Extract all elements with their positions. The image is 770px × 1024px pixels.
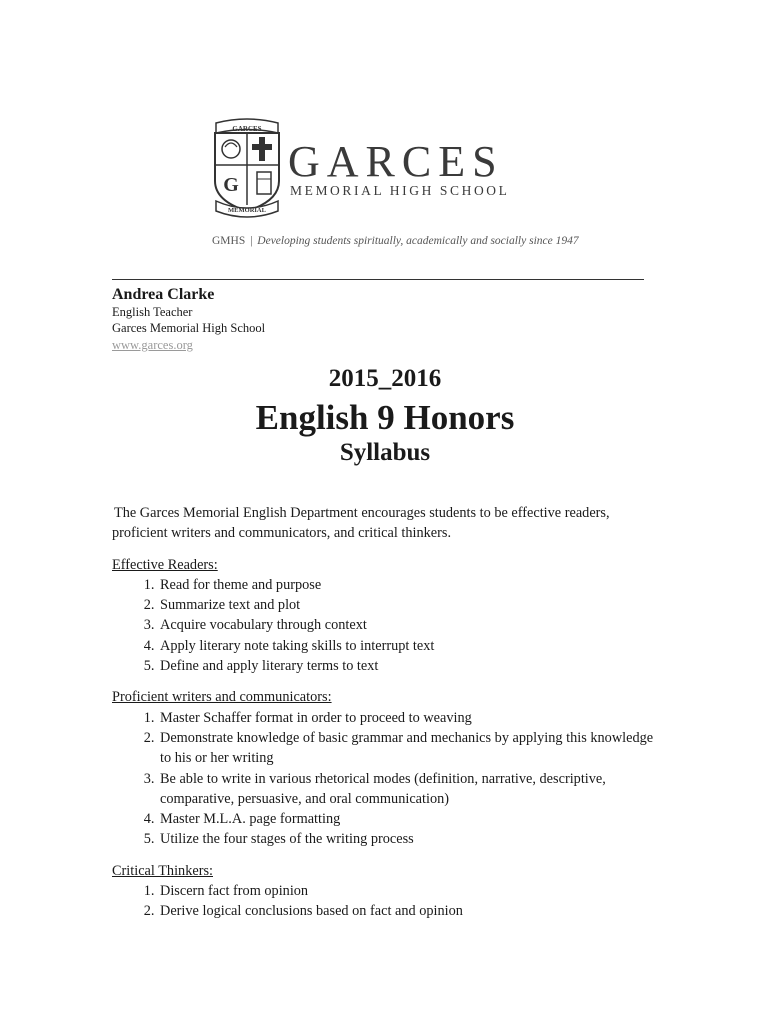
school-name: GARCES <box>288 137 504 186</box>
tagline-motto: Developing students spiritually, academically and socially since 1947 <box>257 235 579 247</box>
list-item: 3. Acquire vocabulary through context <box>158 615 657 635</box>
list-item: 1. Master Schaffer format in order to proceed to weaving <box>158 708 657 728</box>
crest-top-text: GARCES <box>232 125 262 133</box>
section-heading-readers: Effective Readers: <box>112 556 218 573</box>
school-crest-logo <box>210 117 284 221</box>
list-item: 2. Derive logical conclusions based on fact and opinion <box>158 901 657 921</box>
list-item: 1. Discern fact from opinion <box>158 881 657 901</box>
teacher-name: Andrea Clarke <box>112 286 215 303</box>
crest-letter: G <box>223 174 239 196</box>
tagline <box>212 236 579 248</box>
list-item: 4. Master M.L.A. page formatting <box>158 809 657 829</box>
crest-bottom-text: MEMORIAL <box>228 207 266 214</box>
course-title: English 9 Honors <box>255 398 515 437</box>
list-item: 1. Read for theme and purpose <box>158 575 657 595</box>
document-title: Syllabus <box>339 439 431 466</box>
syllabus-body <box>112 503 657 933</box>
list-item: 2. Summarize text and plot <box>158 595 657 615</box>
teacher-block <box>112 285 265 354</box>
school-website-link[interactable]: www.garces.org <box>112 338 193 352</box>
tagline-abbr: GMHS <box>212 235 246 247</box>
list-item: 2. Demonstrate knowledge of basic grammar and mechanics by applying this knowledge to his or her writing <box>158 728 657 769</box>
header-divider <box>112 279 644 280</box>
readers-list <box>112 575 657 676</box>
intro-paragraph: The Garces Memorial English Department encourages students to be effective readers, proficient writers and communicators, and critical thinkers. <box>112 505 610 542</box>
tagline-separator: | <box>250 235 253 247</box>
teacher-role: English Teacher <box>112 305 193 319</box>
list-item: 5. Utilize the four stages of the writing process <box>158 829 657 849</box>
teacher-school: Garces Memorial High School <box>112 321 266 335</box>
section-heading-writers: Proficient writers and communicators: <box>112 689 332 706</box>
school-year-title: 2015_2016 <box>328 365 442 392</box>
thinkers-list <box>112 881 657 922</box>
list-item: 5. Define and apply literary terms to text <box>158 656 657 676</box>
list-item: 4. Apply literary note taking skills to interrupt text <box>158 636 657 656</box>
school-subtitle: MEMORIAL HIGH SCHOOL <box>290 183 510 198</box>
section-heading-thinkers: Critical Thinkers: <box>112 862 213 879</box>
writers-list <box>112 708 657 850</box>
list-item: 3. Be able to write in various rhetorical modes (definition, narrative, descriptive, comparative, persuasive, and oral communication) <box>158 769 657 810</box>
